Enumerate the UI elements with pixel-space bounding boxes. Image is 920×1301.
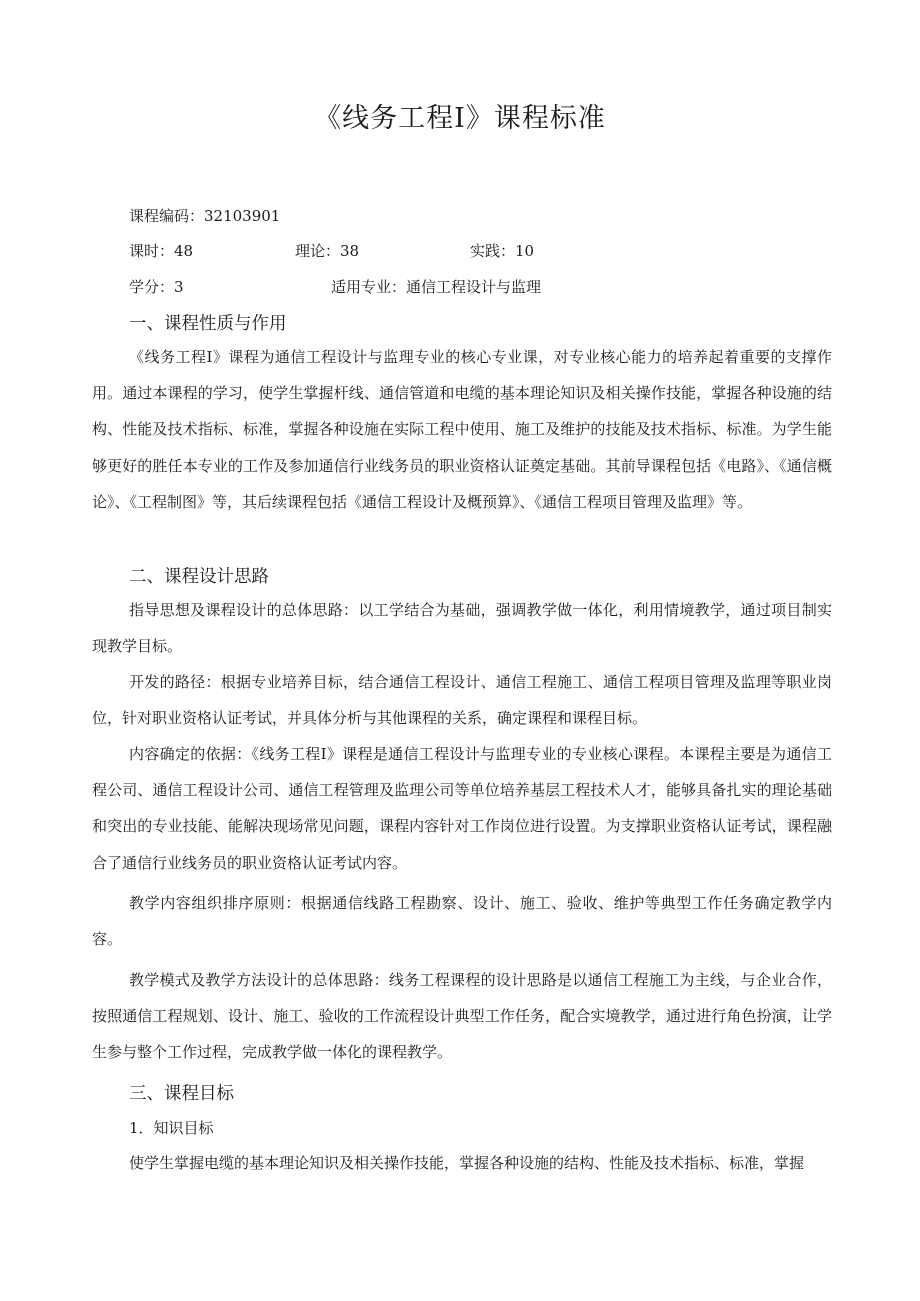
credit-text: 学分：3	[129, 278, 184, 296]
section-3-paragraph-1: 使学生掌握电缆的基本理论知识及相关操作技能，掌握各种设施的结构、性能及技术指标、标准，掌握	[129, 1154, 805, 1172]
practice-text: 实践：10	[470, 242, 535, 260]
hours-text: 课时：48	[129, 242, 194, 260]
section-2-heading: 二、课程设计思路	[129, 567, 269, 587]
section-2-paragraph-1: 指导思想及课程设计的总体思路：以工学结合为基础，强调教学做一体化，利用情境教学，通过项目制实现教学目标。	[92, 601, 832, 656]
section-2-paragraph-2: 开发的路径：根据专业培养目标，结合通信工程设计、通信工程施工、通信工程项目管理及监理等职业岗位，针对职业资格认证考试，并具体分析与其他课程的关系，确定课程和课程目标。	[92, 673, 832, 728]
section-1-heading: 一、课程性质与作用	[129, 314, 287, 334]
section-3-heading: 三、课程目标	[129, 1084, 234, 1104]
section-3-subheading: 1．知识目标	[129, 1119, 214, 1137]
document-title: 《线务工程Ⅰ》课程标准	[314, 103, 606, 134]
section-2-paragraph-5: 教学模式及教学方法设计的总体思路：线务工程课程的设计思路是以通信工程施工为主线，与企业合作，按照通信工程规划、设计、施工、验收的工作流程设计典型工作任务，配合实境教学，通过进行角色扮演，让学生参与整个工作过程，完成教学做一体化的课程教学。	[92, 971, 832, 1062]
section-2-paragraph-3: 内容确定的依据：《线务工程Ⅰ》课程是通信工程设计与监理专业的专业核心课程。本课程主要是为通信工程公司、通信工程设计公司、通信工程管理及监理公司等单位培养基层工程技术人才，能够具备扎实的理论基础和突出的专业技能、能解决现场常见问题，课程内容针对工作岗位进行设置。为支撑职业资格认证考试，课程融合了通信行业线务员的职业资格认证考试内容。	[92, 745, 832, 872]
section-2-paragraph-4: 教学内容组织排序原则：根据通信线路工程勘察、设计、施工、验收、维护等典型工作任务确定教学内容。	[92, 894, 832, 949]
major-text: 适用专业：通信工程设计与监理	[331, 278, 542, 296]
course-code-text: 课程编码：32103901	[129, 207, 281, 225]
theory-text: 理论：38	[295, 242, 360, 260]
section-1-paragraph: 《线务工程Ⅰ》课程为通信工程设计与监理专业的核心专业课，对专业核心能力的培养起着重要的支撑作用。通过本课程的学习，使学生掌握杆线、通信管道和电缆的基本理论知识及相关操作技能，掌握各种设施的结构、性能及技术指标、标准，掌握各种设施在实际工程中使用、施工及维护的技能及技术指标、标准。为学生能够更好的胜任本专业的工作及参加通信行业线务员的职业资格认证奠定基础。其前导课程包括《电路》、《通信概论》、《工程制图》等，其后续课程包括《通信工程设计及概预算》、《通信工程项目管理及监理》等。	[92, 348, 832, 511]
